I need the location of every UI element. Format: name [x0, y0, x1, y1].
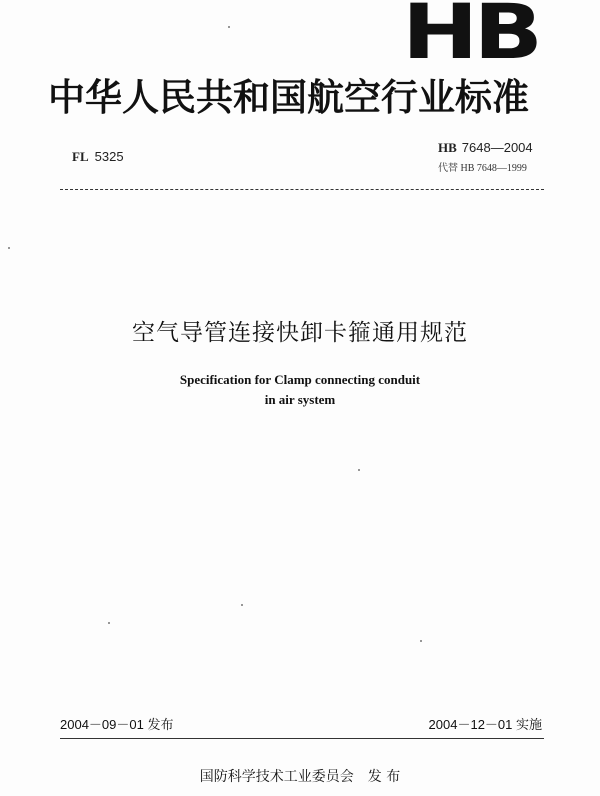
header-divider: [60, 189, 544, 190]
english-title-line-1: Specification for Clamp connecting conduit: [179, 372, 421, 387]
document-title-english: [0, 370, 600, 410]
scan-speck: [108, 622, 110, 624]
document-title-chinese: 空气导管连接快卸卡箍通用规范: [132, 320, 468, 346]
scan-speck: [420, 640, 422, 642]
footer-divider: [60, 738, 544, 739]
hb-logo: HB: [402, 0, 539, 76]
publisher: 国防科学技术工业委员会 发 布: [199, 769, 401, 785]
standard-category-title: 中华人民共和国航空行业标准: [48, 76, 529, 119]
classification-number: 5325: [94, 149, 124, 164]
scan-speck: [241, 604, 243, 606]
scan-speck: [228, 26, 230, 28]
replaces-standard: 代替 HB 7648—1999: [438, 163, 527, 174]
english-title-line-2: in air system: [264, 392, 336, 407]
scan-speck: [358, 469, 360, 471]
scan-speck: [8, 247, 10, 249]
standard-number-value: 7648—2004: [461, 140, 533, 155]
issue-date: 2004－09－01 发布: [60, 717, 174, 732]
standard-number-prefix: HB: [438, 140, 457, 155]
implementation-date: 2004－12－01 实施: [428, 717, 542, 732]
classification-prefix: FL: [72, 149, 89, 164]
standard-number: [438, 140, 533, 156]
classification-code: [72, 149, 124, 165]
